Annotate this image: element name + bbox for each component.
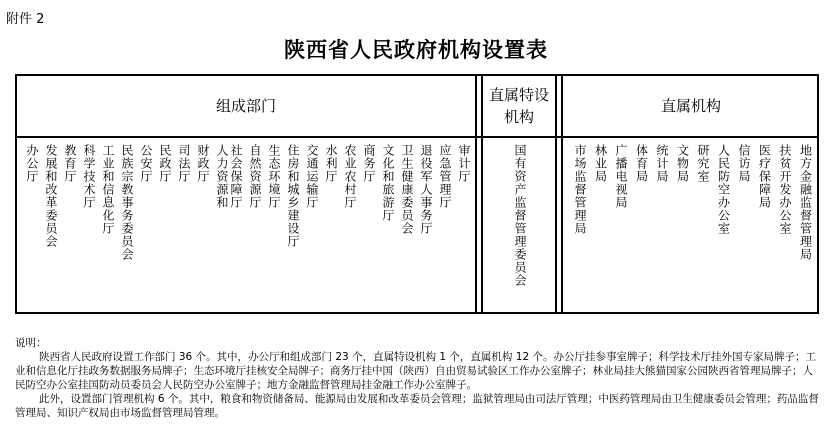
notes-paragraph-2: 此外，设置部门管理机构 6 个。其中，粮食和物资储备局、能源局由发展和改革委员会管理；监狱管理局由司法厅管理；中医药管理局由卫生健康委员会管理；药品监督管理局、知识产权局由市场监督管理局管理。 — [15, 393, 819, 419]
direct-institution-item-2: 林业局 — [593, 144, 608, 183]
department-item-6: 民族宗教事务委员会 — [120, 144, 134, 261]
direct-institution-item-11: 扶贫开发办公室 — [778, 144, 792, 235]
direct-institution-item-5: 统计局 — [655, 144, 669, 183]
department-item-8: 民政厅 — [158, 144, 172, 183]
department-item-7: 公安厅 — [139, 144, 153, 183]
notes-section — [15, 336, 820, 420]
header-special-line2: 机构 — [503, 108, 534, 126]
header-special-institutions — [483, 76, 555, 136]
page-title: 陕西省人民政府机构设置表 — [284, 38, 548, 62]
department-item-3: 教育厅 — [63, 144, 77, 183]
department-item-11-line2: 社会保障厅 — [229, 144, 243, 209]
department-item-5: 工业和信息化厅 — [101, 144, 115, 235]
direct-institution-item-8: 人民防空办公室 — [716, 144, 731, 235]
direct-institution-item-7: 研究室 — [696, 144, 710, 183]
direct-institution-item-1: 市场监督管理局 — [573, 144, 587, 235]
department-item-1: 办公厅 — [25, 144, 39, 183]
department-item-11-line1: 人力资源和 — [215, 144, 229, 209]
department-item-12: 自然资源厅 — [248, 144, 262, 209]
direct-institution-item-10: 医疗保障局 — [757, 144, 772, 209]
department-item-18: 商务厅 — [362, 144, 376, 183]
header-direct-institutions: 直属机构 — [660, 97, 721, 115]
department-item-15: 交通运输厅 — [305, 144, 319, 209]
department-item-16: 水利厅 — [324, 144, 338, 183]
department-item-22: 应急管理厅 — [438, 144, 452, 209]
direct-institution-item-3: 广播电视局 — [614, 144, 628, 209]
column-divider — [555, 76, 557, 312]
direct-institution-item-6: 文物局 — [675, 144, 690, 183]
header-composing-departments: 组成部门 — [215, 97, 276, 115]
department-item-21: 退役军人事务厅 — [419, 144, 433, 235]
department-item-14: 住房和城乡建设厅 — [286, 144, 300, 248]
direct-institution-item-9: 信访局 — [737, 144, 751, 183]
header-special-line1: 直属特设 — [488, 86, 549, 104]
department-item-13: 生态环境厅 — [267, 144, 281, 209]
department-item-17: 农业农村厅 — [343, 144, 357, 209]
department-item-9: 司法厅 — [177, 144, 191, 183]
department-item-2: 发展和改革委员会 — [44, 144, 58, 248]
department-item-19: 文化和旅游厅 — [381, 144, 395, 222]
department-item-4: 科学技术厅 — [82, 144, 96, 209]
direct-institution-item-12: 地方金融监督管理局 — [798, 144, 813, 261]
department-item-20: 卫生健康委员会 — [400, 144, 414, 235]
department-item-23: 审计厅 — [457, 144, 471, 183]
column-divider — [475, 76, 477, 312]
notes-heading: 说明： — [15, 337, 47, 349]
special-institution-item-1: 国有资产监督管理委员会 — [513, 144, 527, 287]
department-item-10: 财政厅 — [196, 144, 210, 183]
attachment-label: 附件 2 — [6, 12, 45, 27]
direct-institution-item-4: 体育局 — [634, 144, 649, 183]
institution-table — [15, 74, 819, 314]
notes-paragraph-1: 陕西省人民政府设置工作部门 36 个。其中，办公厅和组成部门 23 个，直属特设机构 1 个，直属机构 12 个。办公厅挂参事室牌子；科学技术厅挂外国专家局牌子；工业和信息化厅挂政务数据服务局牌子；生态环境厅挂核安全局牌子；商务厅挂中国（陕西）自由贸易试验区工作办公室牌子；林业局挂大熊猫国家公园陕西省管理局牌子；人民防空办公室挂国防动员委员会人民防空办公室牌子；地方金融监督管理局挂金融工作办公室牌子。 — [15, 351, 816, 391]
header-divider — [17, 136, 817, 138]
